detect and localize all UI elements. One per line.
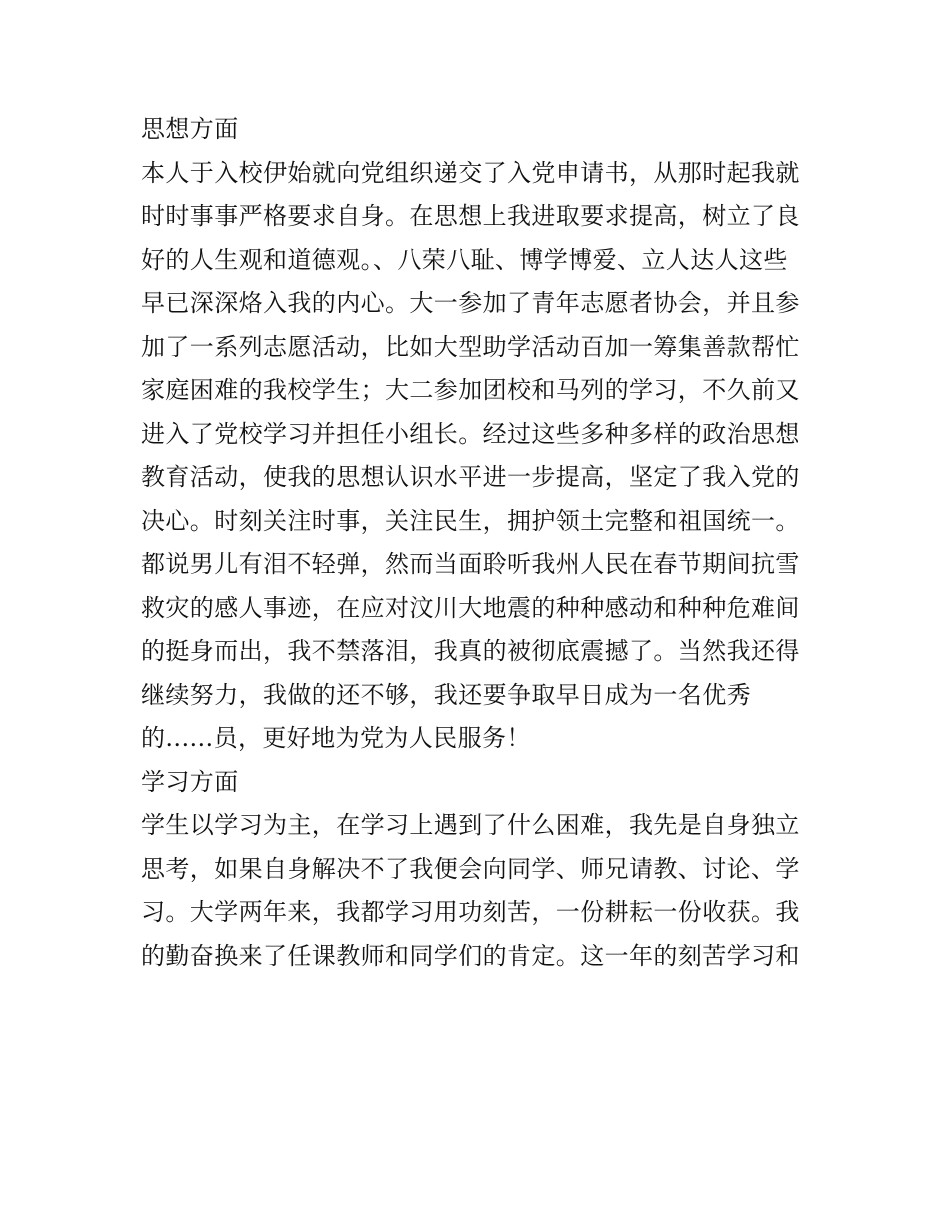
paragraph-line: 本人于入校伊始就向党组织递交了入党申请书，从那时起我就 <box>141 158 800 187</box>
document-body <box>141 108 821 978</box>
paragraph-line: 救灾的感人事迹，在应对汶川大地震的种种感动和种种危难间 <box>141 593 800 622</box>
paragraph-line: 进入了党校学习并担任小组长。经过这些多种多样的政治思想 <box>141 419 800 448</box>
paragraph-line: 思考，如果自身解决不了我便会向同学、师兄请教、讨论、学 <box>141 854 800 883</box>
paragraph-line: 的挺身而出，我不禁落泪，我真的被彻底震撼了。当然我还得 <box>141 637 800 665</box>
paragraph-line: 好的人生观和道德观。、八荣八耻、博学博爱、立人达人这些 <box>141 245 788 274</box>
paragraph-line: 决心。时刻关注时事，关注民生，拥护领土完整和祖国统一。 <box>141 506 800 535</box>
paragraph-line: 都说男儿有泪不轻弹，然而当面聆听我州人民在春节期间抗雪 <box>141 550 800 578</box>
section-body-study <box>141 804 821 978</box>
paragraph-line: 继续努力，我做的还不够，我还要争取早日成为一名优秀 <box>141 680 751 709</box>
paragraph-line: 早已深深烙入我的内心。大一参加了青年志愿者协会，并且参 <box>141 289 800 317</box>
section-heading-ideology: 思想方面 <box>141 115 239 143</box>
paragraph-line: 习。大学两年来，我都学习用功刻苦，一份耕耘一份收获。我 <box>141 898 800 926</box>
section-body-ideology <box>141 152 821 761</box>
paragraph-line: 的......员，更好地为党为人民服务！ <box>141 724 531 752</box>
paragraph-line: 时时事事严格要求自身。在思想上我进取要求提高，树立了良 <box>141 202 800 230</box>
paragraph-line: 学生以学习为主，在学习上遇到了什么困难，我先是自身独立 <box>141 811 800 839</box>
paragraph-line: 的勤奋换来了任课教师和同学们的肯定。这一年的刻苦学习和 <box>141 941 800 970</box>
section-heading-study: 学习方面 <box>141 767 239 796</box>
paragraph-line: 加了一系列志愿活动，比如大型助学活动百加一筹集善款帮忙 <box>141 332 800 361</box>
paragraph-line: 教育活动，使我的思想认识水平进一步提高，坚定了我入党的 <box>141 463 800 491</box>
paragraph-line: 家庭困难的我校学生；大二参加团校和马列的学习，不久前又 <box>141 376 800 404</box>
